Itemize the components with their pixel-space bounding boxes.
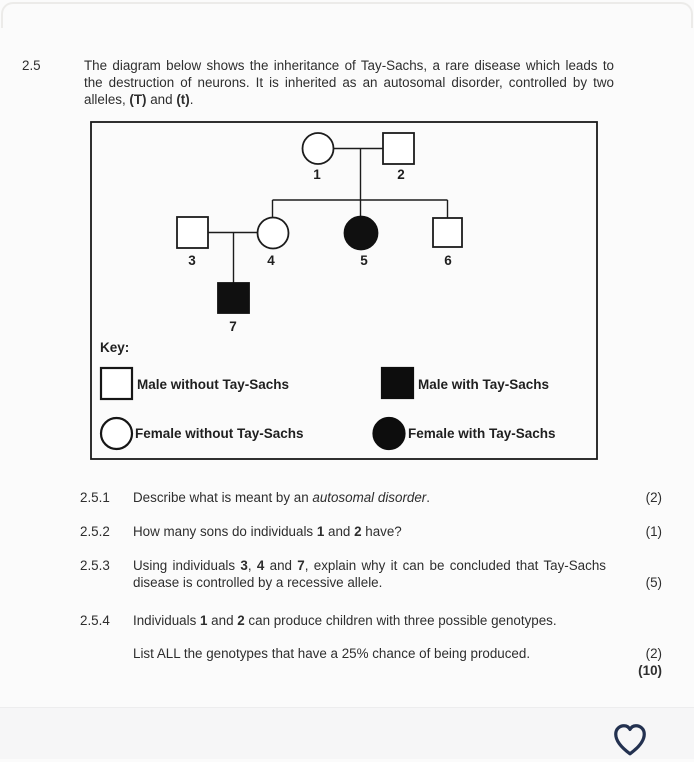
pedigree-svg (90, 121, 598, 460)
diagram-frame (91, 122, 597, 459)
individual-2-label: 2 (397, 167, 405, 182)
individual-5-symbol (345, 217, 378, 250)
subquestion-2-5-1 (80, 489, 662, 506)
key-label-male-without: Male without Tay-Sachs (137, 377, 290, 392)
subquestion-2-5-4-list (80, 645, 662, 679)
subquestion-number: 2.5.3 (80, 558, 110, 573)
subquestion-2-5-4 (80, 612, 662, 629)
individual-7-symbol (218, 283, 249, 313)
marks-badge: (2) (645, 646, 662, 661)
individual-3-symbol (177, 217, 208, 248)
subquestions (80, 489, 662, 679)
subquestion-2-5-2 (80, 523, 662, 540)
card-top-border (1, 2, 693, 28)
filled-circle-icon (374, 418, 405, 449)
individual-3-label: 3 (188, 253, 196, 268)
subquestion-number: 2.5.1 (80, 490, 110, 505)
subquestion-number: 2.5.2 (80, 524, 110, 539)
subquestion-number (80, 645, 133, 679)
question-number: 2.5 (22, 58, 41, 73)
subquestion-2-5-3 (80, 557, 662, 591)
individual-1-label: 1 (313, 167, 321, 182)
subquestion-text: Individuals 1 and 2 can produce children with three possible genotypes. (133, 613, 557, 628)
individual-5-label: 5 (360, 253, 368, 268)
individual-4-label: 4 (267, 253, 275, 268)
question-intro-text: The diagram below shows the inheritance of Tay-Sachs, a rare disease which leads to the destruction of neurons. It is inherited as an autosomal disorder, controlled by two alleles, (T) and (t). (84, 58, 614, 107)
filled-square-icon (382, 368, 413, 398)
question-intro (22, 57, 614, 108)
open-circle-icon (101, 418, 132, 449)
key-label-female-with: Female with Tay-Sachs (408, 426, 556, 441)
favorite-button[interactable] (610, 721, 650, 759)
key-label-female-without: Female without Tay-Sachs (135, 426, 304, 441)
total-marks-badge: (10) (638, 663, 662, 678)
key-title: Key: (100, 340, 130, 355)
individual-7-label: 7 (229, 319, 237, 334)
footer-strip (0, 707, 694, 759)
subquestion-text: How many sons do individuals 1 and 2 have? (133, 524, 402, 539)
individual-4-symbol (258, 218, 289, 249)
individual-6-label: 6 (444, 253, 452, 268)
marks-badge: (1) (645, 524, 662, 539)
individual-1-symbol (303, 133, 334, 164)
subquestion-text: Using individuals 3, 4 and 7, explain why it can be concluded that Tay-Sachs disease is controlled by a recessive allele. (133, 558, 606, 590)
marks-column (606, 645, 662, 679)
heart-icon (610, 721, 650, 759)
key-label-male-with: Male with Tay-Sachs (418, 377, 550, 392)
individual-6-symbol (433, 218, 462, 247)
pedigree-diagram (90, 121, 598, 460)
subquestion-text: Describe what is meant by an autosomal disorder. (133, 490, 430, 505)
open-square-icon (101, 368, 132, 399)
marks-badge: (5) (645, 575, 662, 590)
marks-badge: (2) (645, 490, 662, 505)
individual-2-symbol (383, 133, 414, 164)
subquestion-text: List ALL the genotypes that have a 25% chance of being produced. (133, 646, 531, 661)
subquestion-number: 2.5.4 (80, 613, 110, 628)
